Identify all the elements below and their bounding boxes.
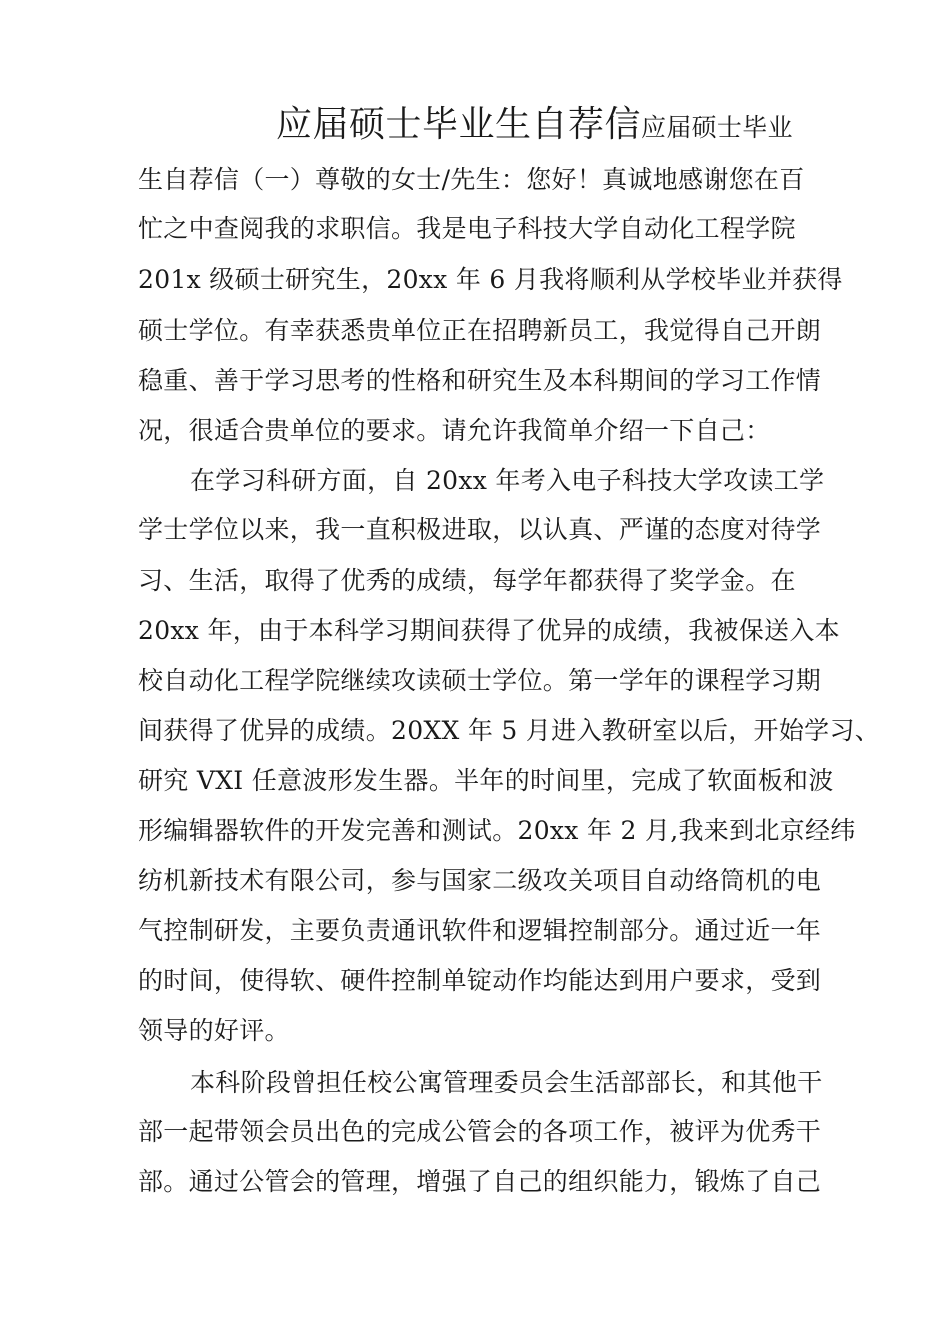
paragraph-first-line: 本科阶段曾担任校公寓管理委员会生活部部长，和其他干 — [190, 1068, 823, 1097]
body-line: 间获得了优异的成绩。20XX 年 5 月进入教研室以后，开始学习、 — [138, 716, 881, 745]
body-line: 习、生活，取得了优秀的成绩，每学年都获得了奖学金。在 — [138, 566, 796, 595]
body-line: 领导的好评。 — [138, 1016, 290, 1045]
body-line: 生自荐信（一）尊敬的女士/先生：您好！真诚地感谢您在百 — [138, 165, 805, 194]
body-line: 忙之中查阅我的求职信。我是电子科技大学自动化工程学院 — [138, 214, 796, 243]
body-line: 气控制研发，主要负责通讯软件和逻辑控制部分。通过近一年 — [138, 916, 822, 945]
body-line: 的时间，使得软、硬件控制单锭动作均能达到用户要求，受到 — [138, 966, 822, 995]
body-line: 形编辑器软件的开发完善和测试。20xx 年 2 月,我来到北京经纬 — [138, 816, 856, 845]
body-line: 研究 VXI 任意波形发生器。半年的时间里，完成了软面板和波 — [138, 766, 834, 795]
body-line: 硕士学位。有幸获悉贵单位正在招聘新员工，我觉得自己开朗 — [138, 316, 822, 345]
body-line: 学士学位以来，我一直积极进取，以认真、严谨的态度对待学 — [138, 515, 822, 544]
body-line: 况，很适合贵单位的要求。请允许我简单介绍一下自己： — [138, 416, 771, 445]
body-line: 部一起带领会员出色的完成公管会的各项工作，被评为优秀干 — [138, 1117, 822, 1146]
body-line: 纺机新技术有限公司，参与国家二级攻关项目自动络筒机的电 — [138, 866, 822, 895]
body-line: 部。通过公管会的管理，增强了自己的组织能力，锻炼了自己 — [138, 1167, 822, 1196]
title-line — [276, 103, 793, 150]
body-line: 201x 级硕士研究生，20xx 年 6 月我将顺利从学校毕业并获得 — [138, 265, 843, 294]
paragraph-first-line: 在学习科研方面，自 20xx 年考入电子科技大学攻读工学 — [190, 466, 825, 495]
body-line: 校自动化工程学院继续攻读硕士学位。第一学年的课程学习期 — [138, 666, 822, 695]
title-continuation: 应届硕士毕业 — [641, 113, 793, 142]
body-line: 稳重、善于学习思考的性格和研究生及本科期间的学习工作情 — [138, 366, 822, 395]
body-line: 20xx 年，由于本科学习期间获得了优异的成绩，我被保送入本 — [138, 616, 840, 645]
document-title: 应届硕士毕业生自荐信 — [276, 104, 642, 145]
